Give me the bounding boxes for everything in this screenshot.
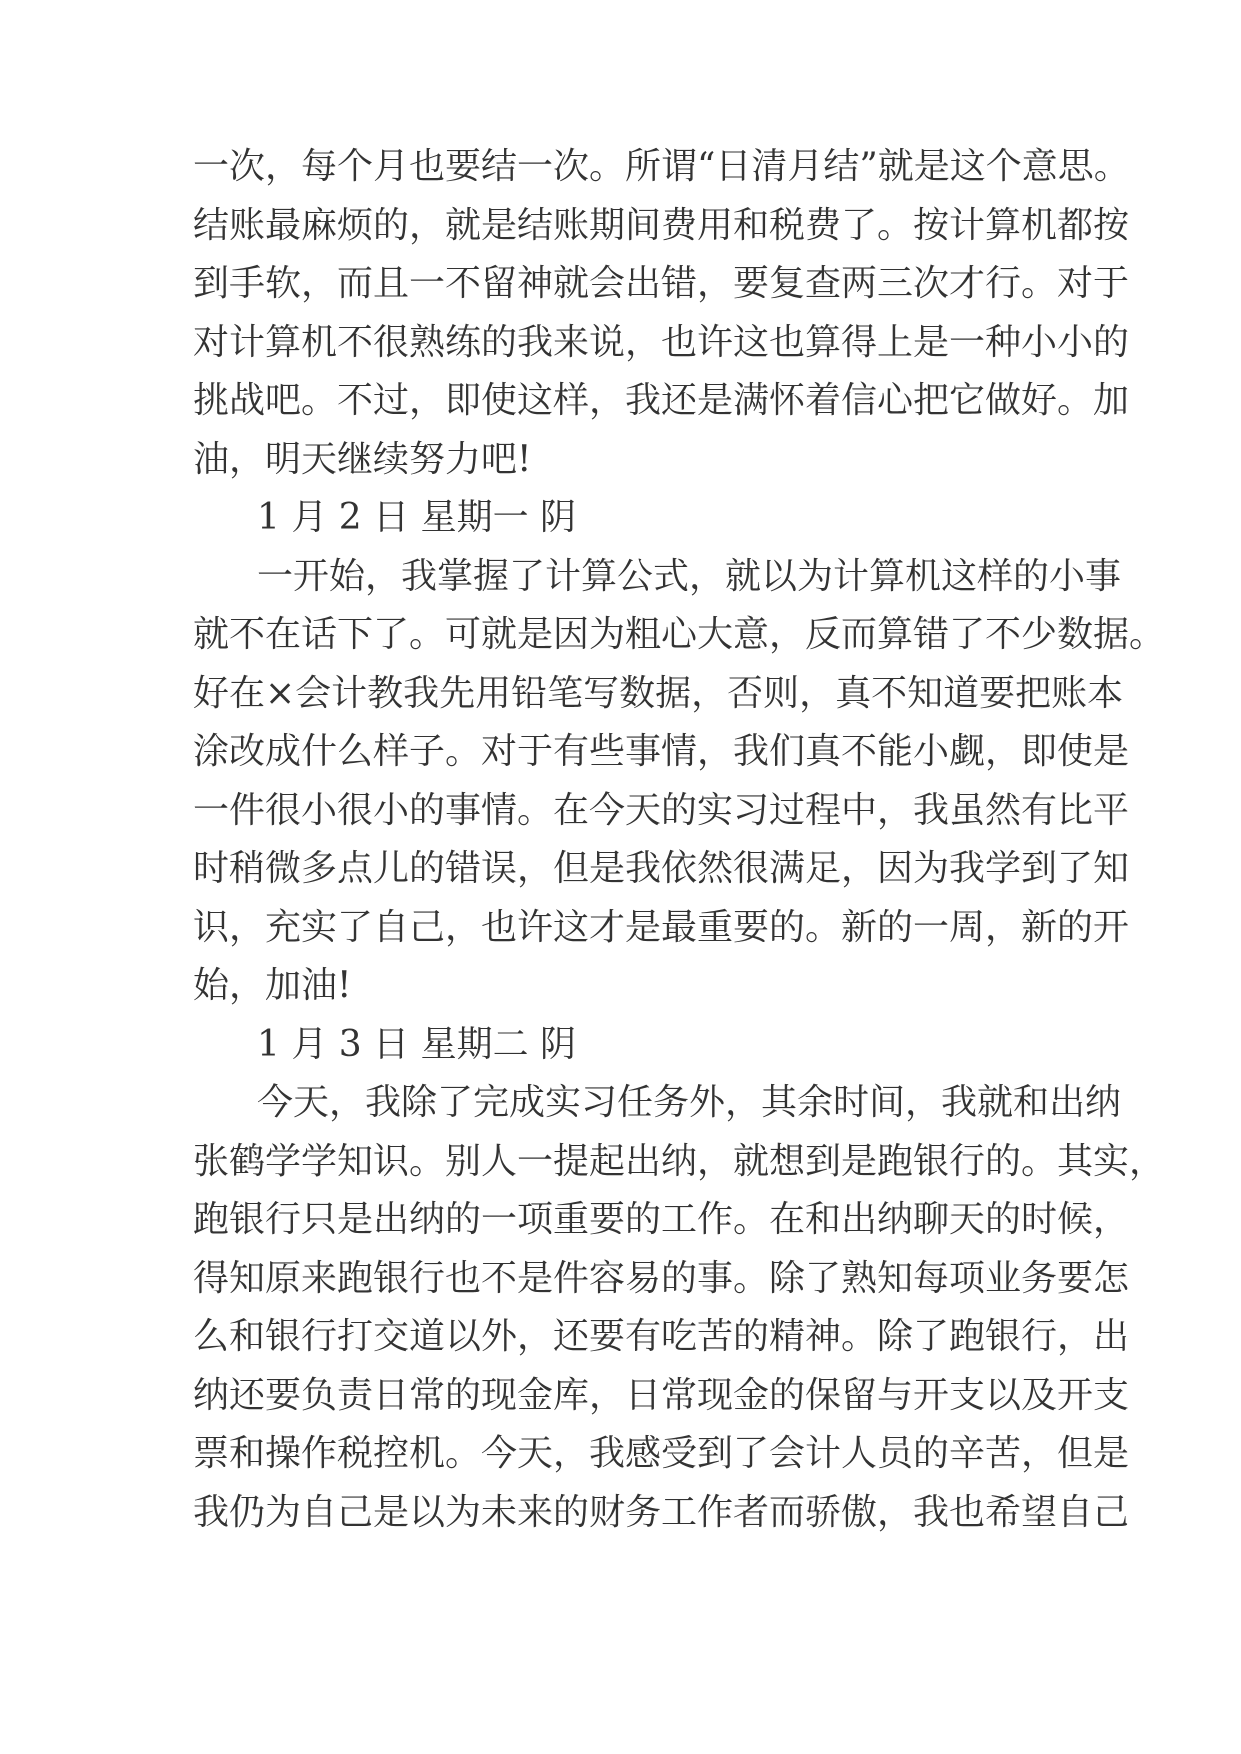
text-line: 得知原来跑银行也不是件容易的事。除了熟知每项业务要怎 [193, 1257, 1130, 1299]
text-line: 我仍为自己是以为未来的财务工作者而骄傲，我也希望自己 [193, 1491, 1130, 1533]
text-line: 始，加油! [193, 965, 352, 1006]
text-line: 识，充实了自己，也许这才是最重要的。新的一周，新的开 [193, 906, 1130, 948]
text-line: 一次，每个月也要结一次。所谓“日清月结”就是这个意思。 [193, 146, 1130, 187]
text-line: 一件很小很小的事情。在今天的实习过程中，我虽然有比平 [193, 789, 1130, 831]
text-line: 么和银行打交道以外，还要有吃苦的精神。除了跑银行，出 [193, 1316, 1130, 1357]
text-line: 涂改成什么样子。对于有些事情，我们真不能小觑，即使是 [193, 731, 1130, 772]
document-body [193, 138, 1166, 1542]
entry-date-heading: 1 月 2 日 星期一 阴 [257, 497, 577, 538]
text-line: 结账最麻烦的，就是结账期间费用和税费了。按计算机都按 [193, 204, 1130, 246]
text-line: 油，明天继续努力吧! [193, 438, 532, 480]
text-line: 对计算机不很熟练的我来说，也许这也算得上是一种小小的 [193, 321, 1130, 363]
text-line: 一开始，我掌握了计算公式，就以为计算机这样的小事 [257, 555, 1122, 597]
text-line: 张鹤学学知识。别人一提起出纳，就想到是跑银行的。其实， [193, 1140, 1166, 1182]
text-line: 今天，我除了完成实习任务外，其余时间，我就和出纳 [257, 1082, 1122, 1123]
text-line: 纳还要负责日常的现金库，日常现金的保留与开支以及开支 [193, 1374, 1130, 1416]
text-line: 时稍微多点儿的错误，但是我依然很满足，因为我学到了知 [193, 848, 1130, 889]
text-line: 票和操作税控机。今天，我感受到了会计人员的辛苦，但是 [193, 1433, 1130, 1474]
text-line: 好在×会计教我先用铅笔写数据，否则，真不知道要把账本 [193, 672, 1124, 714]
entry-date-heading: 1 月 3 日 星期二 阴 [257, 1023, 577, 1065]
text-line: 到手软，而且一不留神就会出错，要复查两三次才行。对于 [193, 263, 1130, 304]
text-line: 挑战吧。不过，即使这样，我还是满怀着信心把它做好。加 [193, 380, 1130, 421]
text-line: 就不在话下了。可就是因为粗心大意，反而算错了不少数据。 [193, 614, 1166, 655]
text-line: 跑银行只是出纳的一项重要的工作。在和出纳聊天的时候， [193, 1199, 1130, 1240]
